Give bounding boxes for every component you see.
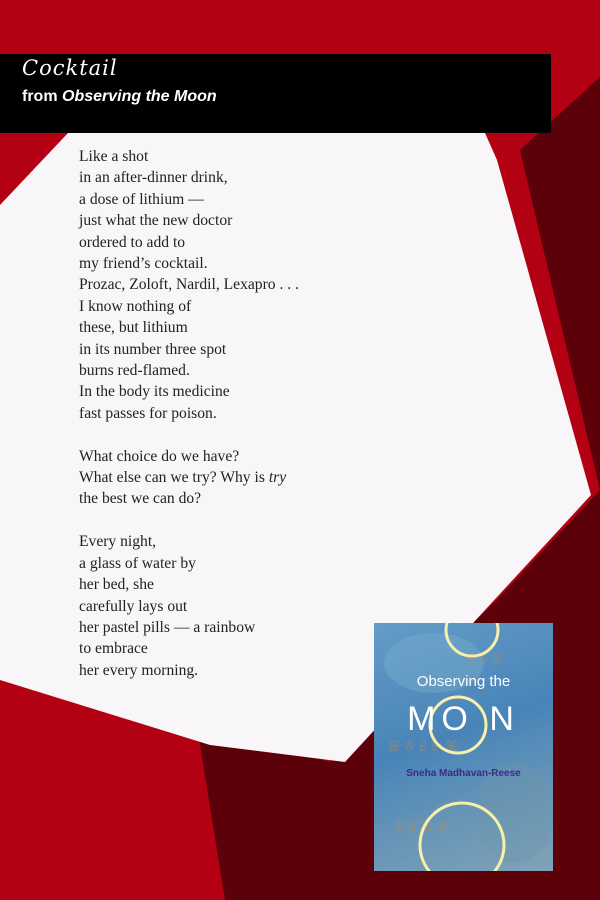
subtitle-book: Observing the Moon <box>62 88 217 105</box>
cover-title-line2: MO N <box>407 700 520 738</box>
poem-line: What choice do we have? <box>79 447 240 465</box>
poem-line: in its number three spot <box>79 340 227 358</box>
stanza-break <box>79 510 399 531</box>
poem-line: just what the new doctor <box>79 212 233 230</box>
poem-line: Every night, <box>79 533 157 551</box>
poem-line <box>79 467 399 488</box>
poem-line: a glass of water by <box>79 554 196 572</box>
poem-line: her pastel pills — a rainbow <box>79 618 256 636</box>
stanza-break <box>79 424 399 445</box>
poem-line: a dose of lithium — <box>79 190 204 208</box>
poem-line-text: What else can we try? Why is <box>79 469 269 487</box>
cover-art <box>374 623 553 871</box>
poem-line: in an after-dinner drink, <box>79 169 228 187</box>
script-texture: ꕗ ꔮ ꕤ <box>469 652 503 666</box>
script-texture: ꔮ ꕗ ꕤ ꔭ <box>394 819 448 835</box>
poem-line: burns red-flamed. <box>79 362 190 380</box>
poem-line: my friend’s cocktail. <box>79 255 208 273</box>
cover-author: Sneha Madhavan-Reese <box>406 768 521 779</box>
script-texture: ꕤ ꔮ ꕗ ꔭ ꕤ <box>388 739 458 755</box>
poem-subtitle <box>22 88 217 106</box>
italic-word: try <box>268 469 287 487</box>
poem-title: Cocktail <box>22 56 118 80</box>
poem-line: In the body its medicine <box>79 383 230 401</box>
poem-line: Like a shot <box>79 148 149 165</box>
poem-line: ordered to add to <box>79 233 186 251</box>
poem-text <box>79 146 399 681</box>
poem-line: her every morning. <box>79 661 199 679</box>
book-cover <box>374 623 553 871</box>
poem-line: fast passes for poison. <box>79 404 217 422</box>
poem-line: these, but lithium <box>79 319 188 337</box>
poem-line: Prozac, Zoloft, Nardil, Lexapro . . . <box>79 276 299 294</box>
poem-line: the best we can do? <box>79 490 202 508</box>
cover-title-line1: Observing the <box>416 673 511 690</box>
poem-line: carefully lays out <box>79 597 188 615</box>
poem-line: to embrace <box>79 640 148 658</box>
subtitle-prefix: from <box>22 88 62 105</box>
poem-line: her bed, she <box>79 576 154 594</box>
poem-line: I know nothing of <box>79 297 192 315</box>
